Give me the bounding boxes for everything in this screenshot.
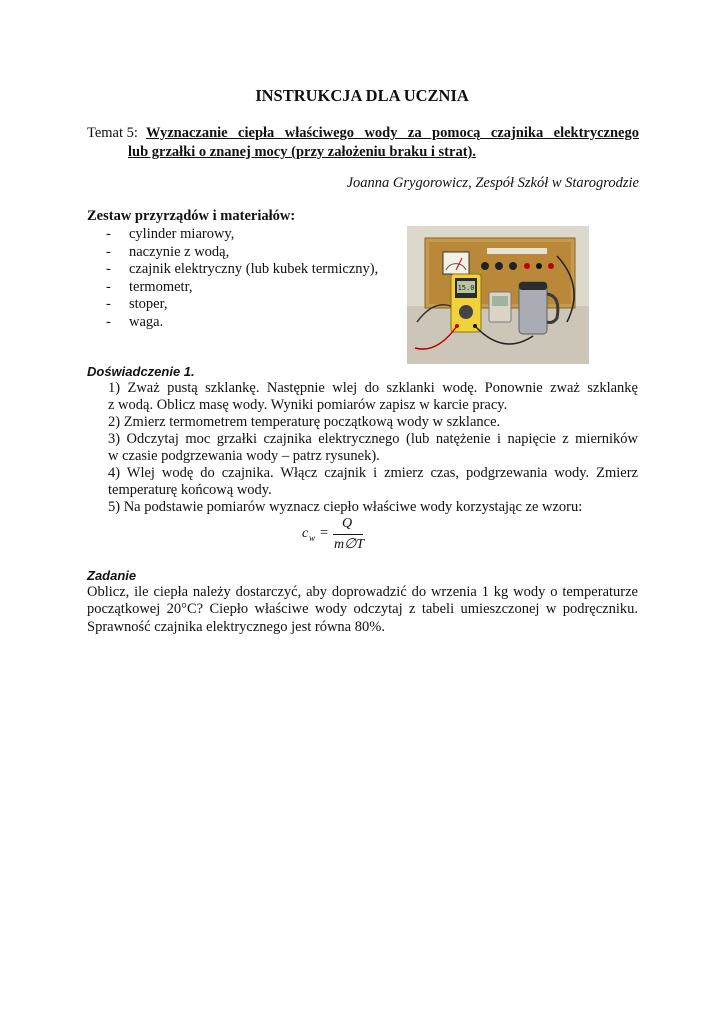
experiment-line: w czasie podgrzewania wody – patrz rysunek).: [108, 448, 380, 464]
formula-equals: =: [320, 525, 329, 541]
topic-title-line-1: Wyznaczanie ciepła właściwego wody za pomocą czajnika elektrycznego: [146, 125, 639, 141]
specific-heat-formula: [298, 514, 378, 554]
task-line: początkowej 20°C? Ciepło właściwe wody odczytaj z tabeli umieszczonej w podręczniku.: [87, 601, 638, 617]
apparatus-illustration: [407, 226, 589, 364]
kit-item: - czajnik elektryczny (lub kubek termiczny),: [102, 261, 378, 279]
task-line: Sprawność czajnika elektrycznego jest równa 80%.: [87, 619, 385, 635]
kit-heading: Zestaw przyrządów i materiałów:: [87, 208, 296, 224]
experiment-line: 1) Zważ pustą szklankę. Następnie wlej do szklanki wodę. Ponownie zważ szklankę: [108, 380, 638, 396]
kit-item: - naczynie z wodą,: [102, 244, 378, 262]
meter-reading: 15.0: [457, 284, 475, 292]
kit-list: [102, 226, 378, 331]
experiment-line: 4) Wlej wodę do czajnika. Włącz czajnik i zmierz czas, podgrzewania wody. Zmierz: [108, 465, 638, 481]
kit-item: - cylinder miarowy,: [102, 226, 378, 244]
experiment-line: 3) Odczytaj moc grzałki czajnika elektrycznego (lub natężenie i napięcie z mierników: [108, 431, 638, 447]
page-title: INSTRUKCJA DLA UCZNIA: [255, 86, 469, 105]
task-line: Oblicz, ile ciepła należy dostarczyć, aby doprowadzić do wrzenia 1 kg wody o temperaturze: [87, 584, 638, 600]
topic-prefix: Temat 5:: [87, 125, 138, 141]
formula-numerator: Q: [342, 516, 353, 531]
task-heading: Zadanie: [87, 568, 137, 583]
fraction-bar: [333, 534, 363, 535]
kit-item: - stoper,: [102, 296, 378, 314]
experiment-line: temperaturę końcową wody.: [108, 482, 272, 498]
kit-item: - waga.: [102, 314, 378, 332]
formula-lhs: c: [302, 526, 309, 541]
kit-item: - termometr,: [102, 279, 378, 297]
experiment-line: z wodą. Oblicz masę wody. Wyniki pomiarów zapisz w karcie pracy.: [108, 397, 508, 413]
experiment-heading: Doświadczenie 1.: [87, 364, 195, 379]
experiment-photo: [407, 226, 589, 364]
experiment-line: 2) Zmierz termometrem temperaturę początkową wody w szklance.: [108, 414, 501, 430]
formula-denominator: m∅T: [334, 537, 365, 552]
experiment-line: 5) Na podstawie pomiarów wyznacz ciepło właściwe wody korzystając ze wzoru:: [108, 499, 583, 515]
author: Joanna Grygorowicz, Zespół Szkół w Starogrodzie: [346, 175, 639, 191]
formula-subscript: w: [309, 533, 316, 543]
topic-title-line-2: lub grzałki o znanej mocy (przy założeniu braku i strat).: [128, 144, 476, 160]
